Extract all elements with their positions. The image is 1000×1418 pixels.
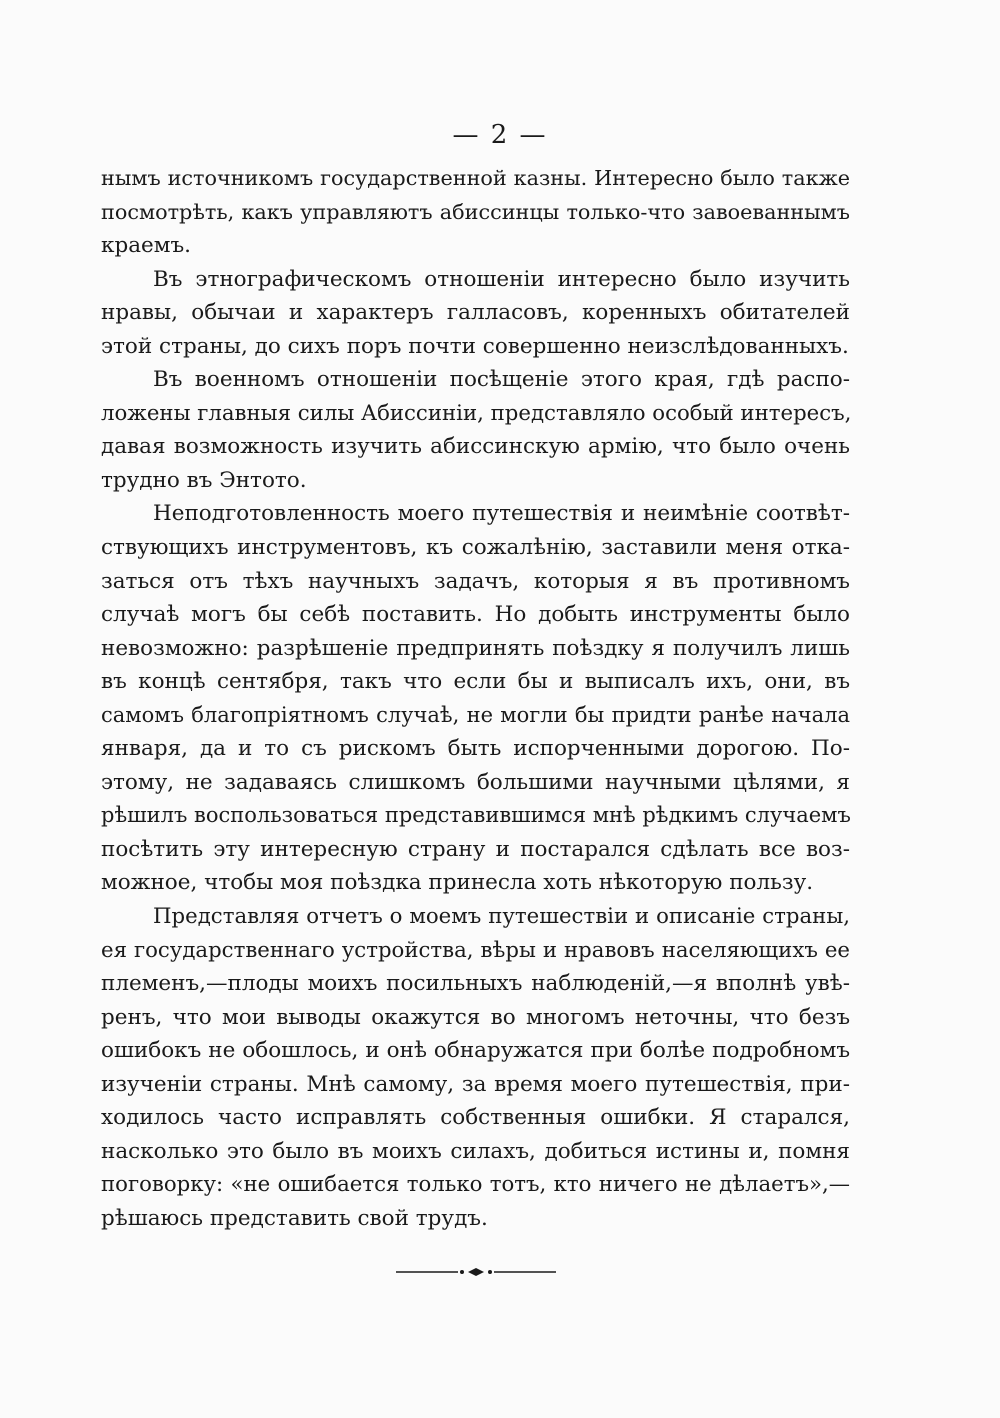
text-line: краемъ. (101, 233, 191, 259)
text-line: нымъ источникомъ государственной казны. Интересно было также (101, 166, 850, 190)
text-line: января, да и то съ рискомъ быть испорченными дорогою. По- (101, 736, 850, 762)
ornamental-rule-icon (396, 1262, 556, 1282)
text-line: ствующихъ инструментовъ, къ сожалѣнію, заставили меня отка- (101, 535, 850, 561)
text-line: трудно въ Энтото. (101, 467, 307, 493)
text-line: самомъ благопріятномъ случаѣ, не могли бы придти ранѣе начала (101, 702, 850, 727)
text-line: поговорку: «не ошибается только тотъ, кто ничего не дѣлаетъ»,— (101, 1172, 850, 1198)
text-line: рѣшаюсь представить свой трудъ. (101, 1205, 488, 1231)
text-line: ходилось часто исправлять собственныя ошибки. Я старался, (101, 1105, 850, 1131)
text-line: этой страны, до сихъ поръ почти совершенно неизслѣдованныхъ. (101, 333, 849, 359)
text-line: невозможно: разрѣшеніе предпринять поѣздку я получилъ лишь (101, 635, 850, 661)
text-line: изученіи страны. Мнѣ самому, за время моего путешествія, при- (101, 1071, 850, 1097)
text-line: рѣшилъ воспользоваться представившимся мнѣ рѣдкимъ случаемъ (101, 803, 851, 828)
text-line: посѣтить эту интересную страну и постарался сдѣлать все воз- (101, 836, 850, 862)
text-line: ренъ, что мои выводы окажутся во многомъ неточны, что безъ (101, 1004, 850, 1030)
text-line: ея государственнаго устройства, вѣры и нравовъ населяющихъ ее (101, 937, 850, 963)
text-line: племенъ,—плоды моихъ посильныхъ наблюденій,—я вполнѣ увѣ- (101, 971, 850, 997)
text-line: ложены главныя силы Абиссиніи, представляло особый интересъ, (101, 400, 852, 426)
text-line: Представляя отчетъ о моемъ путешествіи и описаніе страны, (153, 904, 850, 930)
text-line: нравы, обычаи и характеръ галласовъ, коренныхъ обитателей (101, 300, 850, 326)
page-number: — 2 — (452, 120, 548, 150)
text-line: Въ этнографическомъ отношеніи интересно было изучить (153, 266, 850, 292)
text-line: случаѣ могъ бы себѣ поставить. Но добыть инструменты было (101, 602, 850, 628)
text-line: посмотрѣть, какъ управляютъ абиссинцы только-что завоеваннымъ (101, 199, 850, 224)
text-line: въ концѣ сентября, такъ что если бы и выписалъ ихъ, они, въ (101, 669, 850, 695)
text-line: этому, не задаваясь слишкомъ большими научными цѣлями, я (101, 769, 850, 795)
text-line: заться отъ тѣхъ научныхъ задачъ, которыя я въ противномъ (101, 568, 850, 594)
text-line: насколько это было въ моихъ силахъ, добиться истины и, помня (101, 1138, 850, 1164)
body-text (101, 162, 850, 1236)
text-line: Въ военномъ отношеніи посѣщеніе этого края, гдѣ распо- (153, 367, 850, 393)
text-line: давая возможность изучить абиссинскую армію, что было очень (101, 434, 850, 460)
text-line: Неподготовленность моего путешествія и неимѣніе соотвѣт- (153, 501, 850, 527)
text-line: ошибокъ не обошлось, и онѣ обнаружатся при болѣе подробномъ (101, 1038, 850, 1064)
text-line: можное, чтобы моя поѣздка принесла хоть нѣкоторую пользу. (101, 870, 814, 896)
